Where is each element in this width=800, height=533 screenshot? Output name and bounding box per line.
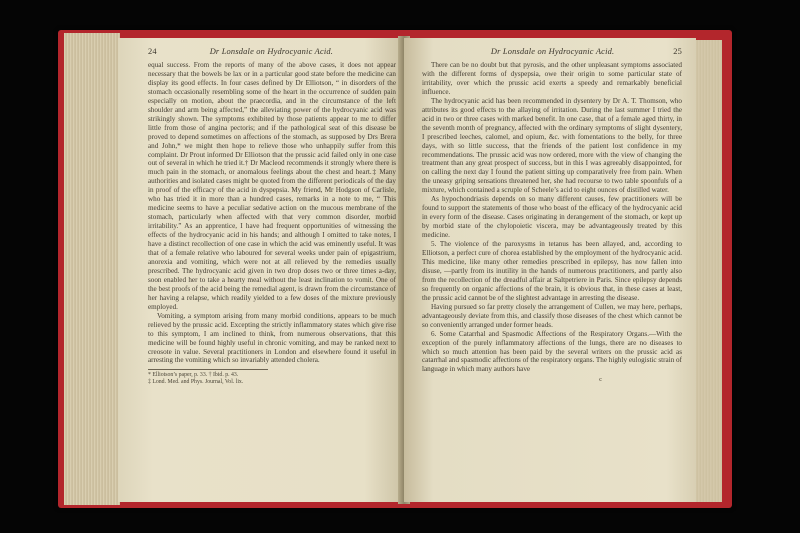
- running-head: Dr Lonsdale on Hydrocyanic Acid.: [490, 47, 615, 56]
- page-number: 25: [673, 47, 682, 56]
- right-page-header: [422, 47, 682, 56]
- signature-mark: c: [599, 376, 602, 384]
- paragraph: As hypochondriasis depends on so many different causes, few practitioners will be found to support the statements of those who boast of the efficacy of the hydrocyanic acid in every form of the disease. Cases originating in derangement of the stomach, or kept up by morbid state of the chylopoietic viscera, may be advantageously treated by this medicine.: [422, 195, 682, 240]
- paragraph: Having pursued so far pretty closely the arrangement of Cullen, we may here, perhaps, advantageously deviate from this, and classify those diseases of the chest which cannot be so conveniently arranged under former heads.: [422, 302, 682, 329]
- paragraph: 6. Some Catarrhal and Spasmodic Affections of the Respiratory Organs.—With the exception of the purely inflammatory affections of the lungs, there are no diseases to which so much attention has been paid by the several writers on the prussic acid as catarrhal and spasmodic affections of the respiratory organs. The highly eulogistic strain of language in which many authors have: [422, 329, 682, 374]
- running-head: Dr Lonsdale on Hydrocyanic Acid.: [209, 47, 334, 56]
- paragraph: The hydrocyanic acid has been recommended in dysentery by Dr A. T. Thomson, who attributes its good effects to the allaying of irritation. During the last summer I tried the acid in two or three cases with marked benefit. In one case, that of a female aged thirty, in the seventh month of pregnancy, affected with the ordinary symptoms of slight dysentery, I prescribed leeches, calomel, and opium, &c. with fomentations to the belly, for three days, with so little success, that the friends of the patient lost confidence in my recommendations. The prussic acid was now ordered, more with the view of changing the treatment than any great prospect of success, but in this I was agreeably disappointed, for on calling the next day I found the patient sitting up comparatively free from pain. When the uneasy griping sensations threatened her, she had recourse to two table spoonfuls of a mixture, which contained a scruple of Scheele’s acid to eight ounces of distilled water.: [422, 96, 682, 195]
- right-page-body: [422, 61, 682, 374]
- footnote: * Elliotson’s paper, p. 33. † Ibid. p. 43.: [148, 372, 239, 379]
- page-edges-right: [694, 40, 722, 502]
- left-page-header: [148, 47, 396, 56]
- paragraph: There can be no doubt but that pyrosis, and the other unpleasant symptoms associated with the different forms of dyspepsia, owe their origin to some particular state of irritability, over which the prussic acid exerts a speedy and remarkably beneficial influence.: [422, 61, 682, 96]
- page-number: 24: [148, 47, 157, 56]
- paragraph: Vomiting, a symptom arising from many morbid conditions, appears to be much relieved by the prussic acid. Excepting the strictly inflammatory states which give rise to this symptom, I am inclined to think, from numerous observations, that this medicine will be found highly useful in chronic vomiting, and may be ranked next to creosote in value. Several practitioners in London and elsewhere found it useful in arresting the vomiting which so invariably attended cholera.: [148, 311, 396, 365]
- left-page: [118, 38, 408, 502]
- footnote: ‡ Lond. Med. and Phys. Journal, Vol. lix.: [148, 379, 244, 386]
- left-page-body: [148, 61, 396, 365]
- paragraph: equal success. From the reports of many of the above cases, it does not appear necessary that the bowels be lax or in a particular good state before the medicine can display its good effects. In four cases defined by Dr Elliotson, “ in disorders of the stomach occasionally resembling some of the heart in the occurrence of sudden pain especially on motion, about the praecordia, and in the circumstance of the left shoulder and arm being affected,” the alleviating power of the hydrocyanic acid was strikingly shown. The symptoms exhibited by those patients appear to me to differ little from those of angina pectoris; and if the pathological seat of this disease be proved to depend sometimes on affections of the stomach, as supposed by Drs Brera and John,* we might then hope to relieve those who unhappily suffer from this complaint. Dr Prout informed Dr Elliotson that the prussic acid failed only in one case out of several in which he tried it.† Dr Macleod recommends it strongly where there is much pain in the stomach, or anomalous feelings about the chest and heart.‡ Many authorities and isolated cases might be quoted from the different periodicals of the day in proof of the efficacy of the acid in dyspepsia. My friend, Mr Hodgson of Carlisle, who has tried it in more than a hundred cases, remarks in a note to me, “ This medicine seems to have a peculiar sedative action on the mucous membrane of the stomach, particularly when affected with that very common disorder, morbid irritability.” As an apprentice, I have had frequent opportunities of witnessing the effects of the hydrocyanic acid in his hands; and although I omitted to take notes, I have a distinct recollection of one case in which the acid was eminently useful. It was that of a female relative who laboured for several weeks under pain of epigastrium, anorexia and vomiting, which were not at all relieved by the remedies usually prescribed. The hydrocyanic acid given in two drop doses two or three times a-day, soon enabled her to take a hearty meal without the least inclination to vomit. One of the best proofs of the acid being the remedial agent, is drawn from the circumstance of her having a relapse, which readily yielded to a few doses of the mixture previously employed.: [148, 61, 396, 311]
- right-page: [404, 38, 696, 502]
- paragraph: 5. The violence of the paroxysms in tetanus has been allayed, and, according to Elliotson, a perfect cure of chorea established by the employment of the hydrocyanic acid. This medicine, like many other remedies prescribed in epilepsy, has now fallen into disuse, —partly from its inutility in the hands of numerous practitioners, and partly also from the recollection of the dreadful affair at Saltpetriere in Paris. Since epilepsy depends so frequently on organic affections of the brain, it is obvious that, in these cases at least, the prussic acid cannot be of the slightest advantage in arresting the disease.: [422, 240, 682, 302]
- footnotes: [148, 369, 268, 386]
- page-edges-left: [64, 33, 120, 505]
